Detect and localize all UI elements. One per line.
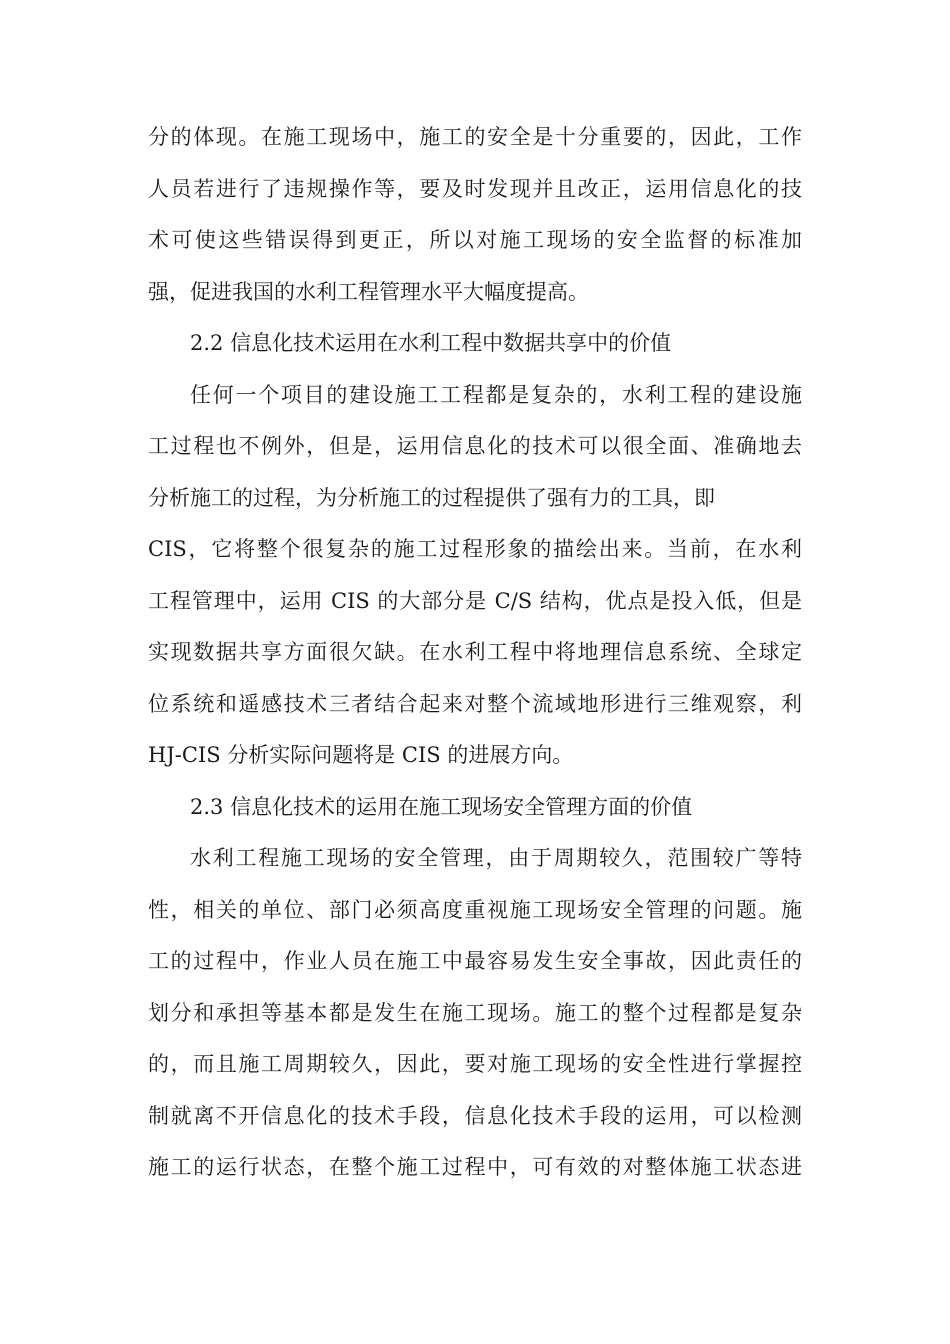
text-line: HJ-CIS 分析实际问题将是 CIS 的进展方向。 xyxy=(148,743,574,767)
text-line: 人员若进行了违规操作等，要及时发现并且改正，运用信息化的技 xyxy=(148,176,802,201)
section-heading-2-2: 2.2 信息化技术运用在水利工程中数据共享中的价值 xyxy=(190,331,672,355)
text-line: 术可使这些错误得到更正，所以对施工现场的安全监督的标准加 xyxy=(148,228,802,252)
text-line: 工过程也不例外，但是，运用信息化的技术可以很全面、准确地去 xyxy=(148,434,802,458)
text-line: 实现数据共享方面很欠缺。在水利工程中将地理信息系统、全球定 xyxy=(148,640,802,664)
text-line: 水利工程施工现场的安全管理，由于周期较久，范围较广等特 xyxy=(190,846,802,870)
text-line: 的，而且施工周期较久，因此，要对施工现场的安全性进行掌握控 xyxy=(148,1052,802,1076)
text-line: 分的体现。在施工现场中，施工的安全是十分重要的，因此，工作 xyxy=(148,125,802,149)
text-line: 施工的运行状态，在整个施工过程中，可有效的对整体施工状态进 xyxy=(148,1155,802,1179)
text-line: 位系统和遥感技术三者结合起来对整个流域地形进行三维观察，利 xyxy=(148,691,802,716)
document-body xyxy=(148,112,802,1194)
text-line: 性，相关的单位、部门必须高度重视施工现场安全管理的问题。施 xyxy=(148,897,802,922)
text-line: 强，促进我国的水利工程管理水平大幅度提高。 xyxy=(148,279,589,304)
text-line: 工程管理中，运用 CIS 的大部分是 C/S 结构，优点是投入低，但是 xyxy=(148,588,802,613)
text-line: 任何一个项目的建设施工工程都是复杂的，水利工程的建设施 xyxy=(190,382,802,407)
text-line: CIS，它将整个很复杂的施工过程形象的描绘出来。当前，在水利 xyxy=(148,537,802,561)
text-line: 划分和承担等基本都是发生在施工现场。施工的整个过程都是复杂 xyxy=(148,1000,802,1025)
text-line: 分析施工的过程，为分析施工的过程提供了强有力的工具，即 xyxy=(148,485,715,510)
text-line: 工的过程中，作业人员在施工中最容易发生安全事故，因此责任的 xyxy=(148,949,802,973)
section-heading-2-3: 2.3 信息化技术的运用在施工现场安全管理方面的价值 xyxy=(190,794,693,819)
text-line: 制就离不开信息化的技术手段，信息化技术手段的运用，可以检测 xyxy=(148,1103,802,1128)
